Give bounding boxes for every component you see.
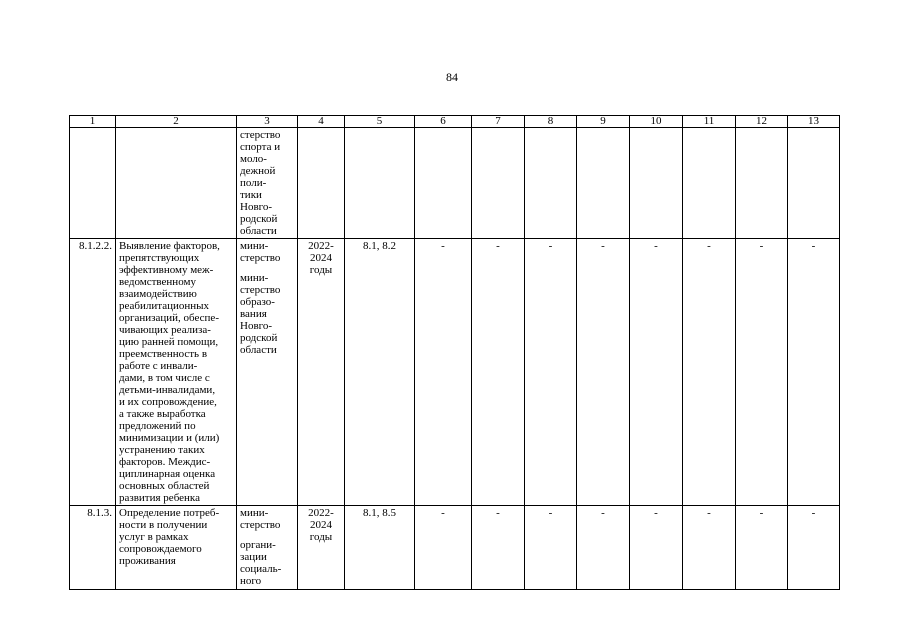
executor-line: мини- [240,272,269,284]
executor-line: стерство [240,519,281,531]
executor [237,239,298,506]
funding-value: - [525,506,577,590]
funding-value [525,128,577,239]
measure-name-line: ведомственному [119,276,196,288]
executor-line: мини- [240,240,269,252]
executor-line: органи- [240,539,276,551]
executor-line: спорта и [240,141,281,153]
measure-name-line: сопровождаемого [119,543,202,555]
measure-name-line: основных областей [119,480,210,492]
measure-name-line: и их сопровождение, [119,396,217,408]
measure-name-line: эффективному меж- [119,264,214,276]
table-row [70,506,840,590]
executor-line: тики [240,189,262,201]
column-header: 12 [736,116,788,128]
measure-name-line: работе с инвали- [119,360,198,372]
period-line: 2024 [310,519,332,531]
funding-value [788,128,840,239]
funding-value: - [415,239,472,506]
measure-name-line: факторов. Междис- [119,456,211,468]
period-line: 2022- [308,507,334,519]
measure-name-line: устранению таких [119,444,205,456]
period-line: годы [309,264,333,276]
column-header: 6 [415,116,472,128]
funding-value [577,128,630,239]
funding-value [630,128,683,239]
executor-line: поли- [240,177,267,189]
executor-line: вания [240,308,267,320]
executor [237,506,298,590]
measure-name-line: Выявление факторов, [119,240,220,252]
period [298,506,345,590]
funding-value [415,128,472,239]
period-line: годы [309,531,333,543]
executor-line: стерство [240,252,281,264]
measure-name-line: а также выработка [119,408,206,420]
measure-name-line: предложений по [119,420,196,432]
funding-value: - [788,506,840,590]
table-row [70,239,840,506]
funding-value: - [788,239,840,506]
funding-value [472,128,525,239]
executor-line: социаль- [240,563,282,575]
funding-value: - [736,239,788,506]
executor [237,128,298,239]
measure-name-line: детьми-инвалидами, [119,384,216,396]
measure-name-line: Определение потреб- [119,507,220,519]
measure-name-line: реабилитационных [119,300,210,312]
measure-name-line: минимизации и (или) [119,432,220,444]
indicators: 8.1, 8.2 [345,239,415,506]
measure-name-line: развития ребенка [119,492,200,504]
executor-line: Новго- [240,201,273,213]
funding-value [683,128,736,239]
measure-name-line: дами, в том числе с [119,372,210,384]
measure-name-line: циплинарная оценка [119,468,216,480]
funding-value: - [683,239,736,506]
column-header: 8 [525,116,577,128]
measure-name-line: проживания [119,555,176,567]
executor-line: ного [240,575,262,587]
measure-name [116,128,237,239]
funding-value: - [736,506,788,590]
measure-name-line: препятствующих [119,252,200,264]
header-row [70,116,840,128]
executor-line: моло- [240,153,267,165]
executor-line: стерство [240,284,281,296]
funding-value: - [472,506,525,590]
measures-table [69,115,840,590]
column-header: 3 [237,116,298,128]
column-header: 1 [70,116,116,128]
column-header: 4 [298,116,345,128]
page-number: 84 [446,70,458,84]
funding-value: - [525,239,577,506]
measure-number: 8.1.2.2. [70,239,116,506]
executor-line: зации [240,551,267,563]
funding-value [736,128,788,239]
indicators [345,128,415,239]
executor-line: мини- [240,507,269,519]
funding-value: - [577,239,630,506]
measure-name-line: цию ранней помощи, [119,336,219,348]
column-header: 11 [683,116,736,128]
measure-number [70,128,116,239]
measure-name-line: преемственность в [119,348,208,360]
executor-line: дежной [240,165,276,177]
period [298,128,345,239]
executor-line: области [240,344,277,356]
column-header: 9 [577,116,630,128]
period-line: 2022- [308,240,334,252]
measure-name-line: взаимодействию [119,288,197,300]
measure-name [116,506,237,590]
executor-line: образо- [240,296,275,308]
measure-name [116,239,237,506]
executor-line: стерство [240,129,281,141]
measure-name-line: организаций, обеспе- [119,312,219,324]
funding-value: - [472,239,525,506]
funding-value: - [630,239,683,506]
column-header: 2 [116,116,237,128]
funding-value: - [683,506,736,590]
period-line: 2024 [310,252,332,264]
funding-value: - [630,506,683,590]
executor-line: родской [240,332,278,344]
indicators: 8.1, 8.5 [345,506,415,590]
column-header: 7 [472,116,525,128]
executor-line: области [240,225,277,237]
executor-line: родской [240,213,278,225]
measure-name-line: чивающих реализа- [119,324,211,336]
measure-name-line: услуг в рамках [119,531,189,543]
period [298,239,345,506]
column-header: 13 [788,116,840,128]
column-header: 10 [630,116,683,128]
executor-line: Новго- [240,320,273,332]
funding-value: - [415,506,472,590]
column-header: 5 [345,116,415,128]
measure-number: 8.1.3. [70,506,116,590]
funding-value: - [577,506,630,590]
measure-name-line: ности в получении [119,519,208,531]
table-row [70,128,840,239]
